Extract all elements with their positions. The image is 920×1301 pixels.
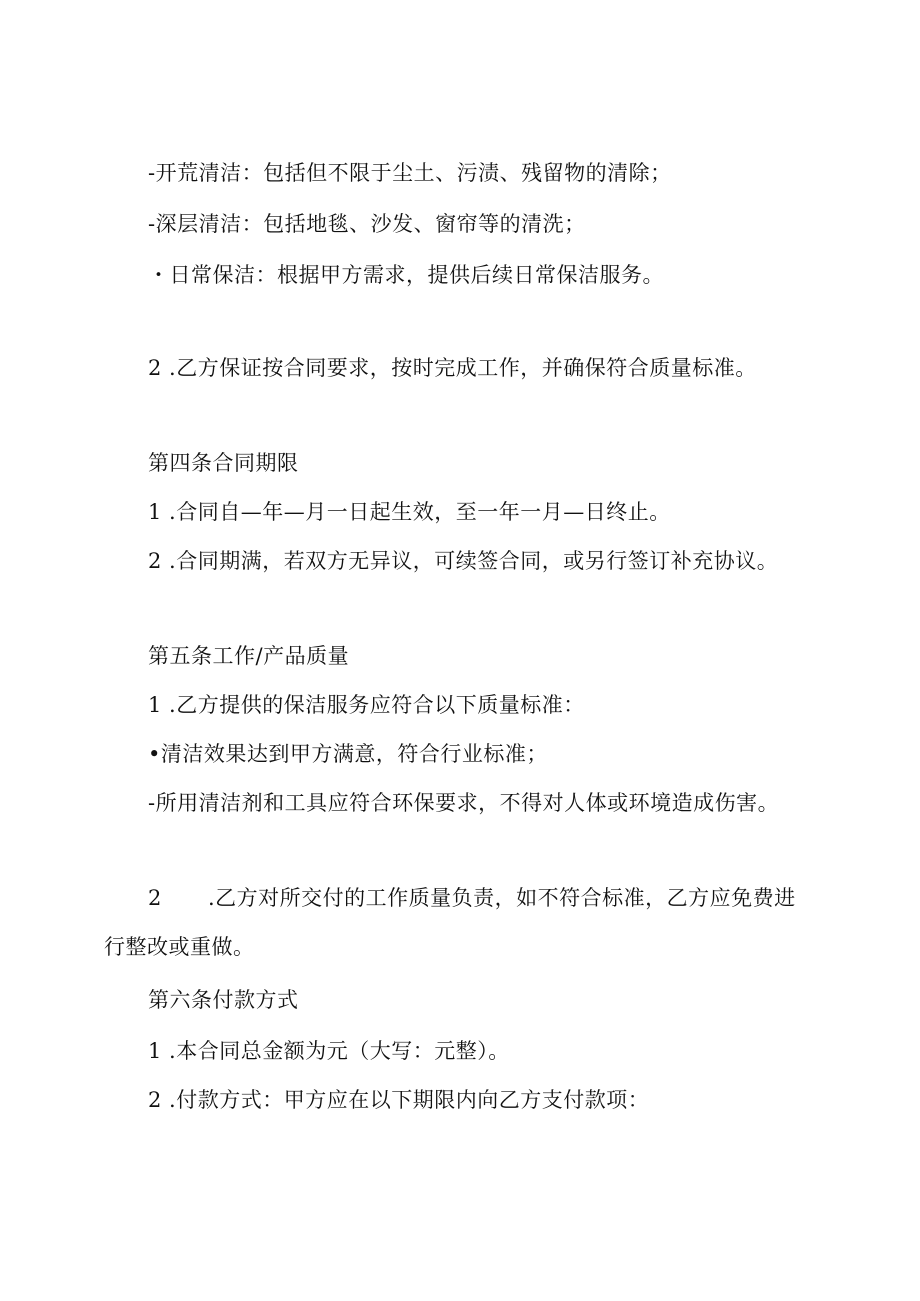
- clause-3-item-2: 2 .乙方保证按合同要求，按时完成工作，并确保符合质量标准。: [148, 356, 757, 380]
- clause-4-item-1: 1 .合同自—年—月一日起生效，至一年一月—日终止。: [148, 500, 671, 524]
- section-heading-6: 第六条付款方式: [148, 988, 299, 1012]
- clause-item-daily-cleaning: ・日常保洁：根据甲方需求，提供后续日常保洁服务。: [148, 263, 664, 287]
- clause-5-item-2-number: 2: [148, 886, 162, 910]
- clause-6-item-1: 1 .本合同总金额为元（大写：元整）。: [148, 1039, 510, 1063]
- section-heading-4: 第四条合同期限: [148, 451, 299, 475]
- clause-item-pioneer-cleaning: -开荒清洁：包括但不限于尘土、污渍、残留物的清除；: [148, 161, 672, 185]
- clause-5-item-2-continuation: 行整改或重做。: [104, 935, 255, 959]
- clause-5-item-2-text: .乙方对所交付的工作质量负责，如不符合标准，乙方应免费进: [208, 886, 796, 910]
- clause-5-item-2: [148, 883, 796, 913]
- clause-5-bullet-1: •清洁效果达到甲方满意，符合行业标准；: [148, 742, 548, 766]
- clause-5-bullet-2: -所用清洁剂和工具应符合环保要求，不得对人体或环境造成伤害。: [148, 791, 780, 815]
- clause-6-item-2: 2 .付款方式：甲方应在以下期限内向乙方支付款项：: [148, 1088, 650, 1112]
- clause-item-deep-cleaning: -深层清洁：包括地毯、沙发、窗帘等的清洗；: [148, 212, 586, 236]
- clause-4-item-2: 2 .合同期满，若双方无异议，可续签合同，或另行签订补充协议。: [148, 549, 779, 573]
- section-heading-5: 第五条工作/产品质量: [148, 644, 350, 668]
- clause-5-item-1: 1 .乙方提供的保洁服务应符合以下质量标准：: [148, 693, 585, 717]
